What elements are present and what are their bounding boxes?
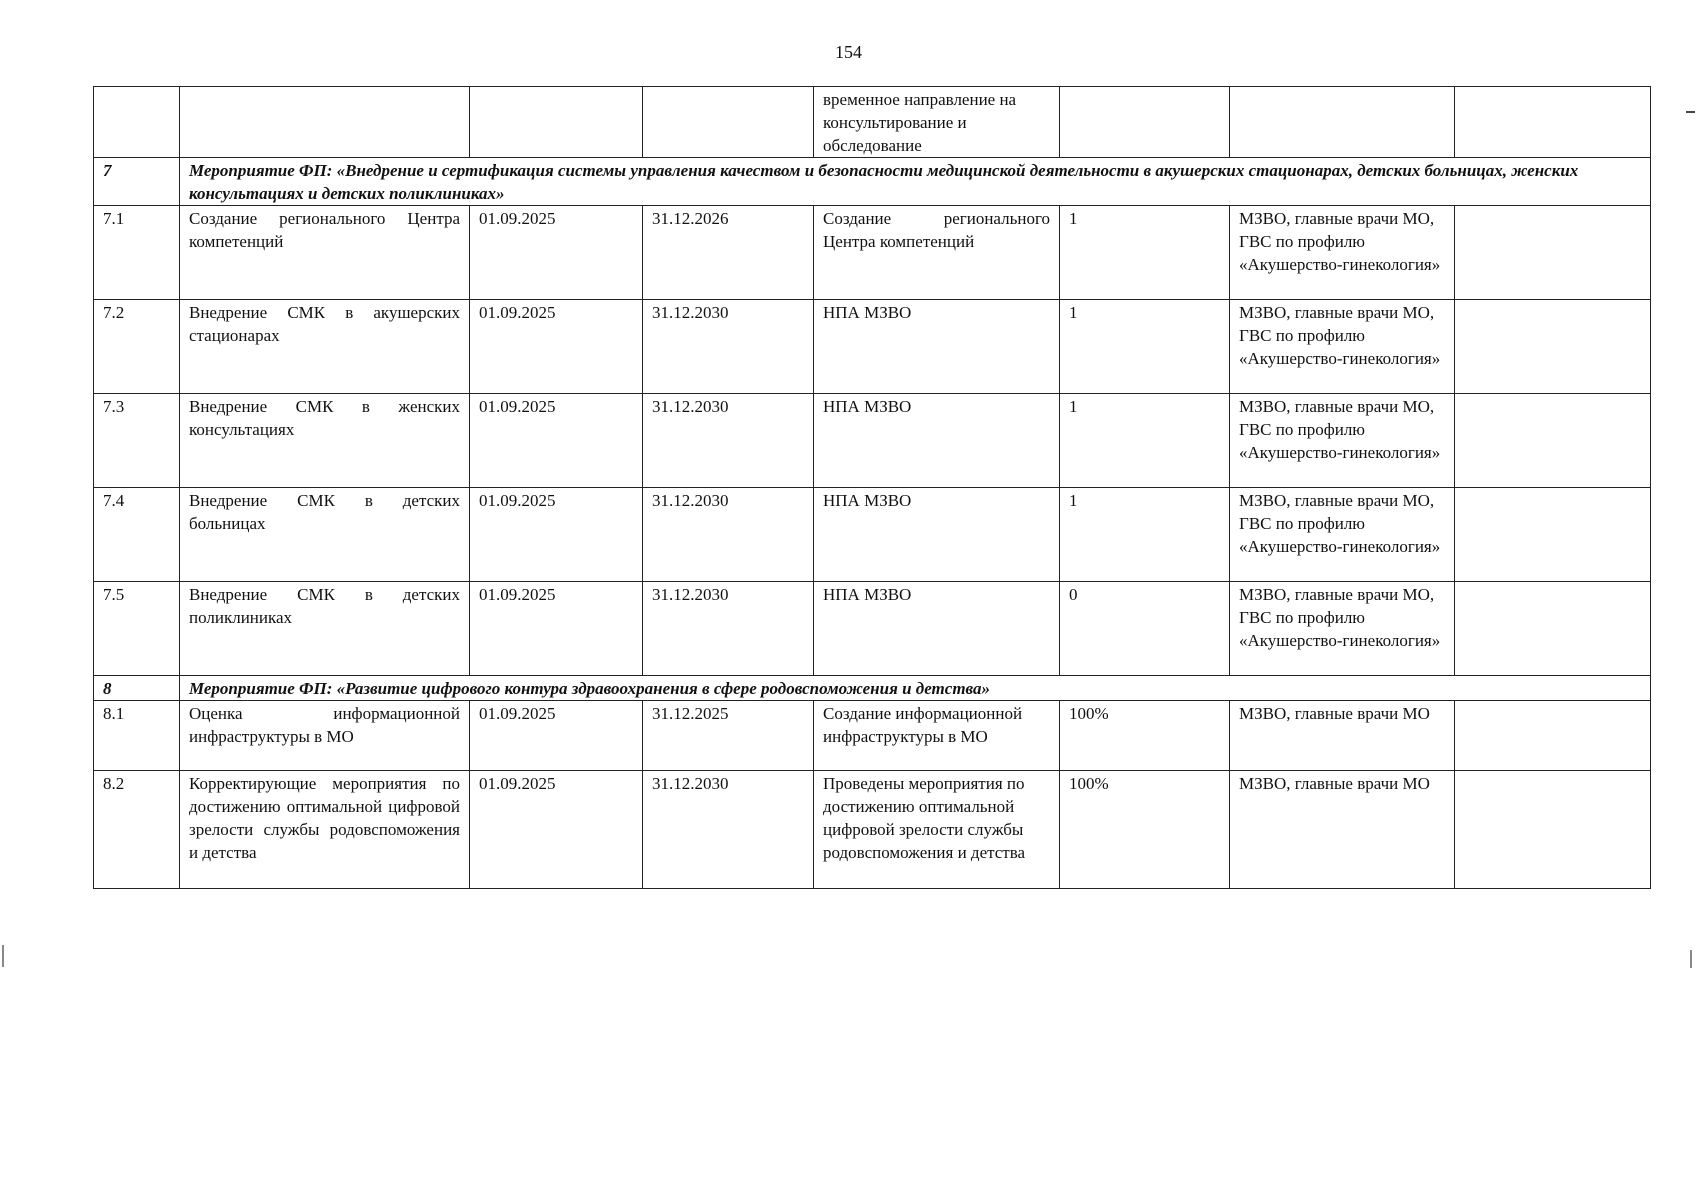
scan-mark — [2, 945, 4, 967]
cell-start: 01.09.2025 — [470, 300, 643, 394]
cell-name: Создание регионального Центра компетенций — [180, 206, 470, 300]
cell-num: 7.5 — [94, 582, 180, 676]
cell-responsible: МЗВО, главные врачи МО, ГВС по профилю «Акушерство-гинекология» — [1230, 394, 1455, 488]
cell-result: НПА МЗВО — [814, 488, 1060, 582]
cell-result: Проведены мероприятия по достижению оптимальной цифровой зрелости службы родовспоможения и детства — [814, 771, 1060, 889]
cell-num: 7.4 — [94, 488, 180, 582]
cell-extra — [1455, 394, 1651, 488]
cell-responsible: МЗВО, главные врачи МО, ГВС по профилю «Акушерство-гинекология» — [1230, 206, 1455, 300]
cell-end: 31.12.2030 — [643, 488, 814, 582]
section-title: Мероприятие ФП: «Развитие цифрового контура здравоохранения в сфере родовспоможения и детства» — [180, 676, 1651, 701]
plan-table — [93, 86, 1651, 889]
table-row-continuation — [94, 87, 1651, 158]
cell-end: 31.12.2030 — [643, 771, 814, 889]
page-number: 154 — [835, 42, 862, 62]
table-row — [94, 488, 1651, 582]
cell-start: 01.09.2025 — [470, 394, 643, 488]
cell-num: 7.1 — [94, 206, 180, 300]
cell-num — [94, 87, 180, 158]
cell-num: 8.1 — [94, 701, 180, 771]
cell-result: НПА МЗВО — [814, 394, 1060, 488]
cell-responsible: МЗВО, главные врачи МО, ГВС по профилю «Акушерство-гинекология» — [1230, 300, 1455, 394]
table-row — [94, 206, 1651, 300]
cell-value — [1060, 87, 1230, 158]
cell-extra — [1455, 87, 1651, 158]
cell-extra — [1455, 771, 1651, 889]
cell-end — [643, 87, 814, 158]
cell-responsible — [1230, 87, 1455, 158]
cell-responsible: МЗВО, главные врачи МО, ГВС по профилю «Акушерство-гинекология» — [1230, 582, 1455, 676]
cell-responsible: МЗВО, главные врачи МО — [1230, 701, 1455, 771]
cell-start: 01.09.2025 — [470, 771, 643, 889]
cell-name: Внедрение СМК в женских консультациях — [180, 394, 470, 488]
cell-extra — [1455, 701, 1651, 771]
cell-value: 100% — [1060, 771, 1230, 889]
cell-extra — [1455, 206, 1651, 300]
cell-start: 01.09.2025 — [470, 701, 643, 771]
cell-extra — [1455, 488, 1651, 582]
table-row — [94, 300, 1651, 394]
cell-name: Внедрение СМК в детских больницах — [180, 488, 470, 582]
cell-name: Внедрение СМК в акушерских стационарах — [180, 300, 470, 394]
section-row-8 — [94, 676, 1651, 701]
table-row — [94, 771, 1651, 889]
cell-responsible: МЗВО, главные врачи МО — [1230, 771, 1455, 889]
cell-result: временное направление на консультирование и обследование — [814, 87, 1060, 158]
table-row — [94, 582, 1651, 676]
cell-value: 1 — [1060, 394, 1230, 488]
cell-end: 31.12.2025 — [643, 701, 814, 771]
table-row — [94, 701, 1651, 771]
cell-num: 7.3 — [94, 394, 180, 488]
cell-result: Создание регионального Центра компетенций — [814, 206, 1060, 300]
cell-value: 1 — [1060, 206, 1230, 300]
cell-name: Оценка информационной инфраструктуры в МО — [180, 701, 470, 771]
cell-num: 8.2 — [94, 771, 180, 889]
cell-start: 01.09.2025 — [470, 206, 643, 300]
cell-responsible: МЗВО, главные врачи МО, ГВС по профилю «Акушерство-гинекология» — [1230, 488, 1455, 582]
cell-num: 7.2 — [94, 300, 180, 394]
cell-value: 1 — [1060, 300, 1230, 394]
cell-value: 0 — [1060, 582, 1230, 676]
scan-mark — [1690, 950, 1692, 968]
scan-mark — [1686, 111, 1695, 113]
cell-start: 01.09.2025 — [470, 488, 643, 582]
cell-start: 01.09.2025 — [470, 582, 643, 676]
cell-end: 31.12.2030 — [643, 582, 814, 676]
section-title: Мероприятие ФП: «Внедрение и сертификация системы управления качеством и безопасности медицинской деятельности в акушерских стационарах, детских больницах, женских консультациях и детских поликлиниках» — [180, 158, 1651, 206]
cell-start — [470, 87, 643, 158]
section-number: 8 — [94, 676, 180, 701]
cell-name: Корректирующие мероприятия по достижению оптимальной цифровой зрелости службы родовспоможения и детства — [180, 771, 470, 889]
cell-name: Внедрение СМК в детских поликлиниках — [180, 582, 470, 676]
cell-value: 1 — [1060, 488, 1230, 582]
cell-value: 100% — [1060, 701, 1230, 771]
cell-extra — [1455, 300, 1651, 394]
cell-result: НПА МЗВО — [814, 582, 1060, 676]
cell-end: 31.12.2030 — [643, 394, 814, 488]
section-number: 7 — [94, 158, 180, 206]
cell-end: 31.12.2030 — [643, 300, 814, 394]
cell-result: НПА МЗВО — [814, 300, 1060, 394]
cell-result: Создание информационной инфраструктуры в МО — [814, 701, 1060, 771]
table-row — [94, 394, 1651, 488]
cell-extra — [1455, 582, 1651, 676]
section-row-7 — [94, 158, 1651, 206]
cell-name — [180, 87, 470, 158]
cell-end: 31.12.2026 — [643, 206, 814, 300]
